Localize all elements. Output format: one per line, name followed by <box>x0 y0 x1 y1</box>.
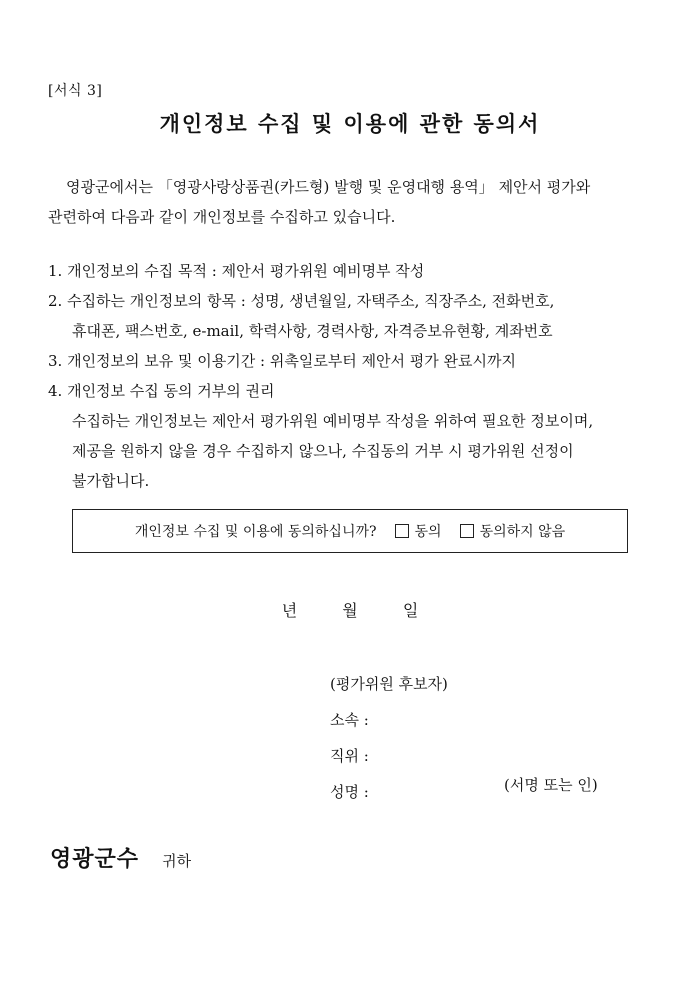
recipient-name: 영광군수 <box>50 846 140 872</box>
date-day: 일 <box>402 601 419 620</box>
item-4-line-2: 제공을 원하지 않을 경우 수집하지 않으나, 수집동의 거부 시 평가위원 선정이 <box>72 442 574 460</box>
document-title: 개인정보 수집 및 이용에 관한 동의서 <box>159 111 541 136</box>
item-4-line-1: 수집하는 개인정보는 제안서 평가위원 예비명부 작성을 위하여 필요한 정보이며, <box>72 412 594 430</box>
recipient <box>50 842 191 873</box>
consent-box <box>72 509 628 553</box>
intro-paragraph <box>48 172 658 232</box>
item-list <box>48 256 668 496</box>
signature-note: (서명 또는 인) <box>504 776 598 794</box>
disagree-option[interactable] <box>460 521 566 541</box>
agree-option[interactable] <box>395 521 442 541</box>
item-2-line-2: 휴대폰, 팩스번호, e-mail, 학력사항, 경력사항, 자격증보유현황, 계좌번호 <box>72 322 553 340</box>
signer-role: (평가위원 후보자) <box>330 675 448 693</box>
item-4: 4. 개인정보 수집 동의 거부의 권리 <box>48 382 275 400</box>
position-label: 직위 : <box>330 747 369 765</box>
signature-block <box>330 666 448 810</box>
item-3: 3. 개인정보의 보유 및 이용기간 : 위촉일로부터 제안서 평가 완료시까지 <box>48 352 517 370</box>
item-2-line-1: 2. 수집하는 개인정보의 항목 : 성명, 생년월일, 자택주소, 직장주소, 전화번호, <box>48 292 555 310</box>
name-label: 성명 : <box>330 783 369 801</box>
disagree-label: 동의하지 않음 <box>479 524 566 540</box>
disagree-checkbox[interactable] <box>460 524 474 538</box>
agree-checkbox[interactable] <box>395 524 409 538</box>
intro-line-2: 관련하여 다음과 같이 개인정보를 수집하고 있습니다. <box>48 208 396 226</box>
item-1: 1. 개인정보의 수집 목적 : 제안서 평가위원 예비명부 작성 <box>48 262 425 280</box>
recipient-suffix: 귀하 <box>162 852 192 870</box>
date-row <box>0 598 700 621</box>
agree-label: 동의 <box>414 524 442 540</box>
date-month: 월 <box>342 601 358 620</box>
intro-line-1: 영광군에서는 「영광사랑상품권(카드형) 발행 및 운영대행 용역」 제안서 평가와 <box>66 178 591 196</box>
item-4-line-3: 불가합니다. <box>72 472 150 490</box>
affiliation-label: 소속 : <box>330 711 369 729</box>
consent-question: 개인정보 수집 및 이용에 동의하십니까? <box>134 524 377 540</box>
form-code: [서식 3] <box>48 83 103 99</box>
date-year: 년 <box>281 601 298 620</box>
